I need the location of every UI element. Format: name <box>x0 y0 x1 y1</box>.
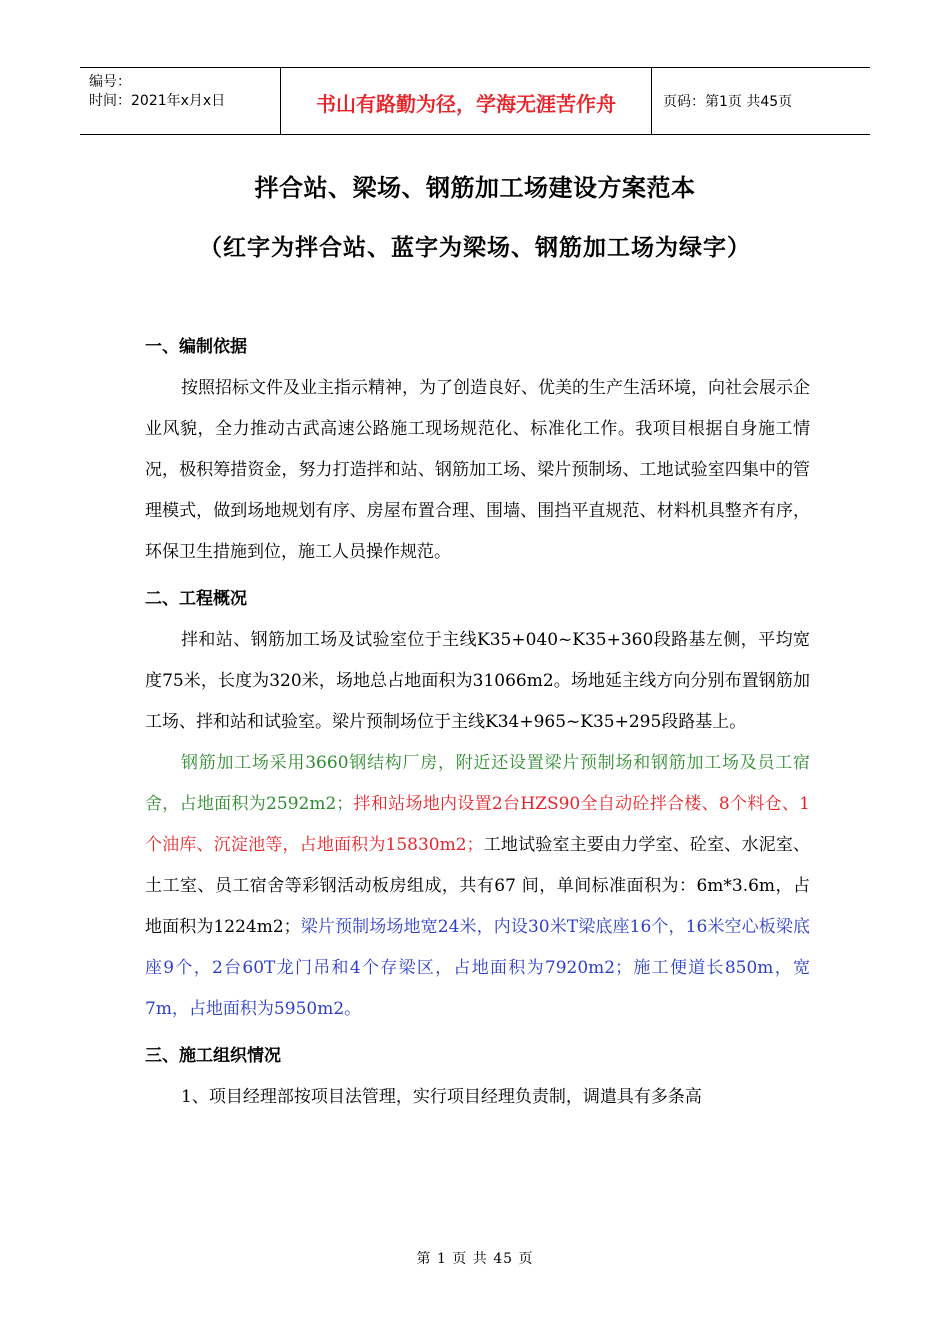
header-motto: 书山有路勤为径，学海无涯苦作舟 <box>281 68 652 134</box>
section-heading-organization: 三、施工组织情况 <box>145 1046 281 1066</box>
section-paragraph-organization: 1、项目经理部按项目法管理，实行项目经理负责制，调遣具有多条高 <box>181 1087 702 1107</box>
header-meta <box>80 68 281 134</box>
document-number-label: 编号： <box>89 74 131 90</box>
lab-text: 工地试验室主要由力学室、砼室、水泥室、土工室、员工宿舍等彩钢活动板房组成，共有67 间，单间标准面积为：6m*3.6m，占地面积为1224m2； <box>145 835 811 937</box>
section-heading-basis: 一、编制依据 <box>145 337 247 357</box>
beam-yard-text: 梁片预制场场地宽24米，内设30米T梁底座16个，16米空心板梁底座9个，2台60T龙门吊和4个存梁区，占地面积为7920m2；施工便道长850m，宽7m，占地面积为5950m2。 <box>145 917 810 1019</box>
steel-yard-text: 钢筋加工场采用3660钢结构厂房，附近还设置梁片预制场和钢筋加工场及员工宿舍，占地面积为2592m2； <box>145 753 810 814</box>
page-footer: 第 1 页 共 45 页 <box>416 1251 534 1267</box>
section-paragraph-facilities <box>145 743 810 1030</box>
document-title: 拌合站、梁场、钢筋加工场建设方案范本 <box>254 174 696 202</box>
section-heading-overview: 二、工程概况 <box>145 589 247 609</box>
document-subtitle: （红字为拌合站、蓝字为梁场、钢筋加工场为绿字） <box>199 234 751 261</box>
mixing-station-text: 拌和站场地内设置2台HZS90全自动砼拌合楼、8个料仓、1个油库、沉淀池等，占地面积为15830m2； <box>145 794 810 855</box>
document-body <box>145 333 810 1118</box>
document-date-label: 时间：2021年x月x日 <box>89 93 226 109</box>
section-paragraph-overview: 拌和站、钢筋加工场及试验室位于主线K35+040~K35+360段路基左侧，平均宽度75米，长度为320米，场地总占地面积为31066m2。场地延主线方向分别布置钢筋加工场、拌和站和试验室。梁片预制场位于主线K34+965~K35+295段路基上。 <box>145 630 810 732</box>
page-header <box>80 67 870 135</box>
section-paragraph-basis: 按照招标文件及业主指示精神，为了创造良好、优美的生产生活环境，向社会展示企业风貌，全力推动古武高速公路施工现场规范化、标准化工作。我项目根据自身施工情况，极积筹措资金，努力打造拌和站、钢筋加工场、梁片预制场、工地试验室四集中的管理模式，做到场地规划有序、房屋布置合理、围墙、围挡平直规范、材料机具整齐有序，环保卫生措施到位，施工人员操作规范。 <box>145 378 810 562</box>
header-page-info: 页码：第1页 共45页 <box>663 94 793 110</box>
